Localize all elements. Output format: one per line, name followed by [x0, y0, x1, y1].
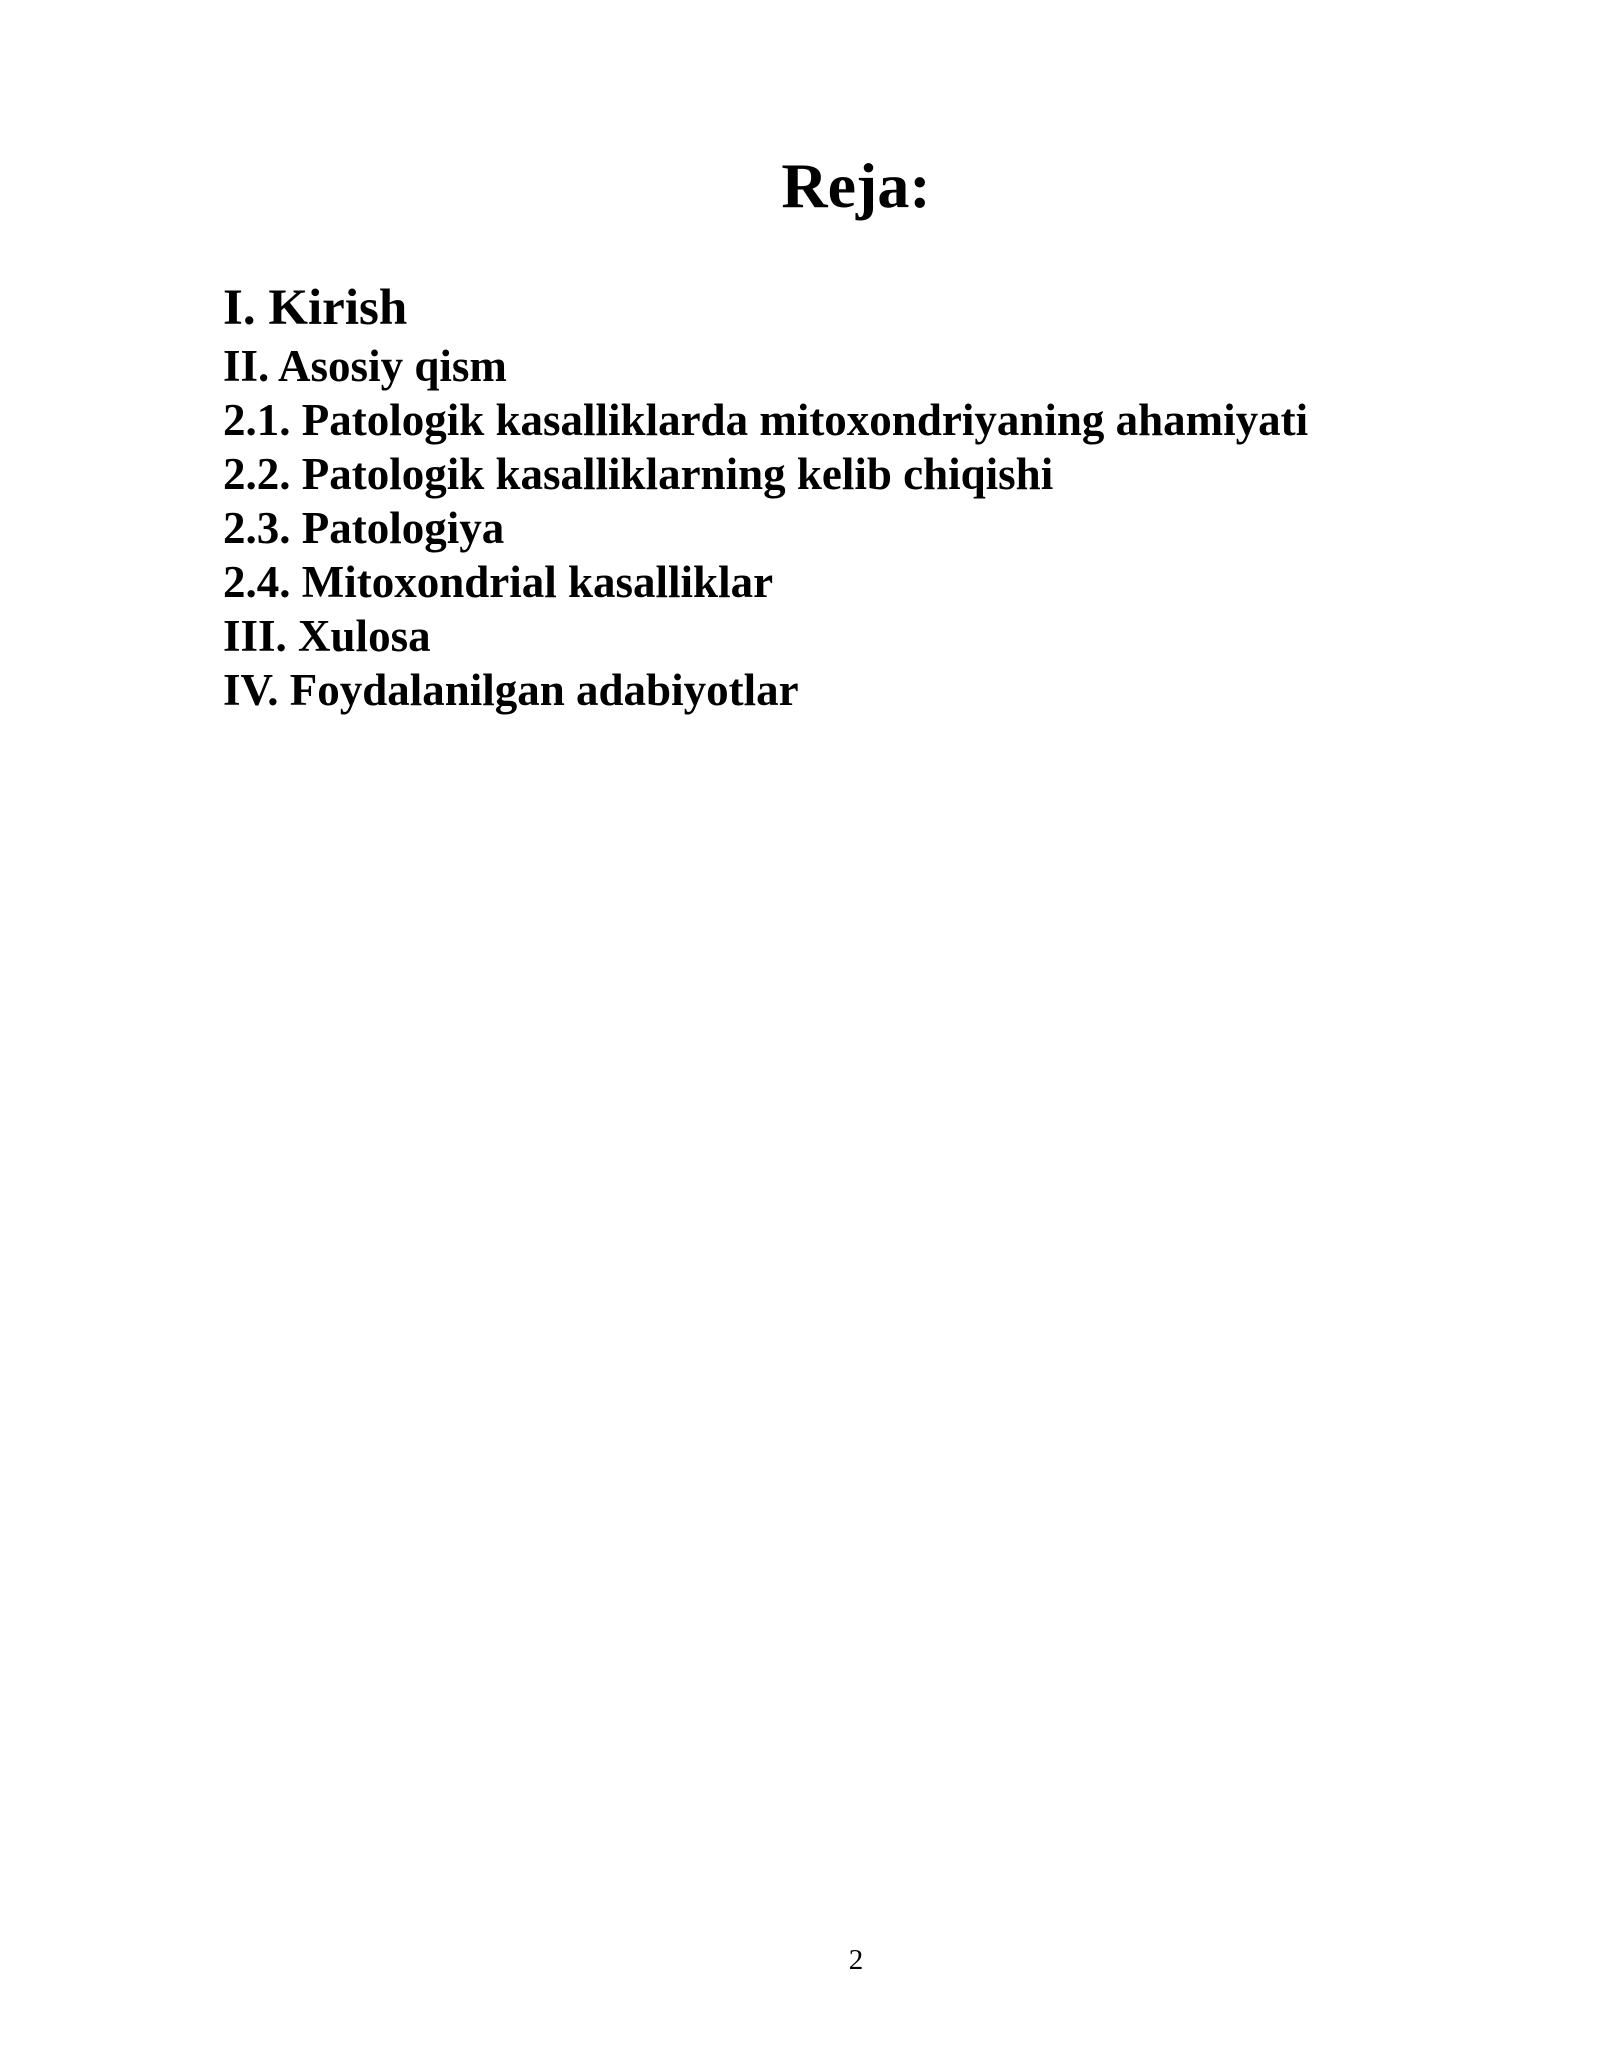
toc-item-adabiyotlar: IV. Foydalanilgan adabiyotlar	[223, 665, 799, 715]
toc-item-xulosa: III. Xulosa	[223, 611, 431, 661]
toc-item-2-1: 2.1. Patologik kasalliklarda mitoxondriyaning ahamiyati	[223, 395, 1309, 445]
toc-item-asosiy-qism: II. Asosiy qism	[223, 341, 507, 391]
table-of-contents	[223, 277, 1308, 717]
toc-item-kirish: I. Kirish	[223, 280, 408, 336]
toc-item-2-2: 2.2. Patologik kasalliklarning kelib chiqishi	[223, 449, 1054, 499]
toc-item-2-3: 2.3. Patologiya	[223, 503, 505, 553]
page-title: Reja:	[781, 150, 931, 221]
page-number: 2	[848, 1944, 864, 1976]
toc-item-2-4: 2.4. Mitoxondrial kasalliklar	[223, 557, 774, 607]
